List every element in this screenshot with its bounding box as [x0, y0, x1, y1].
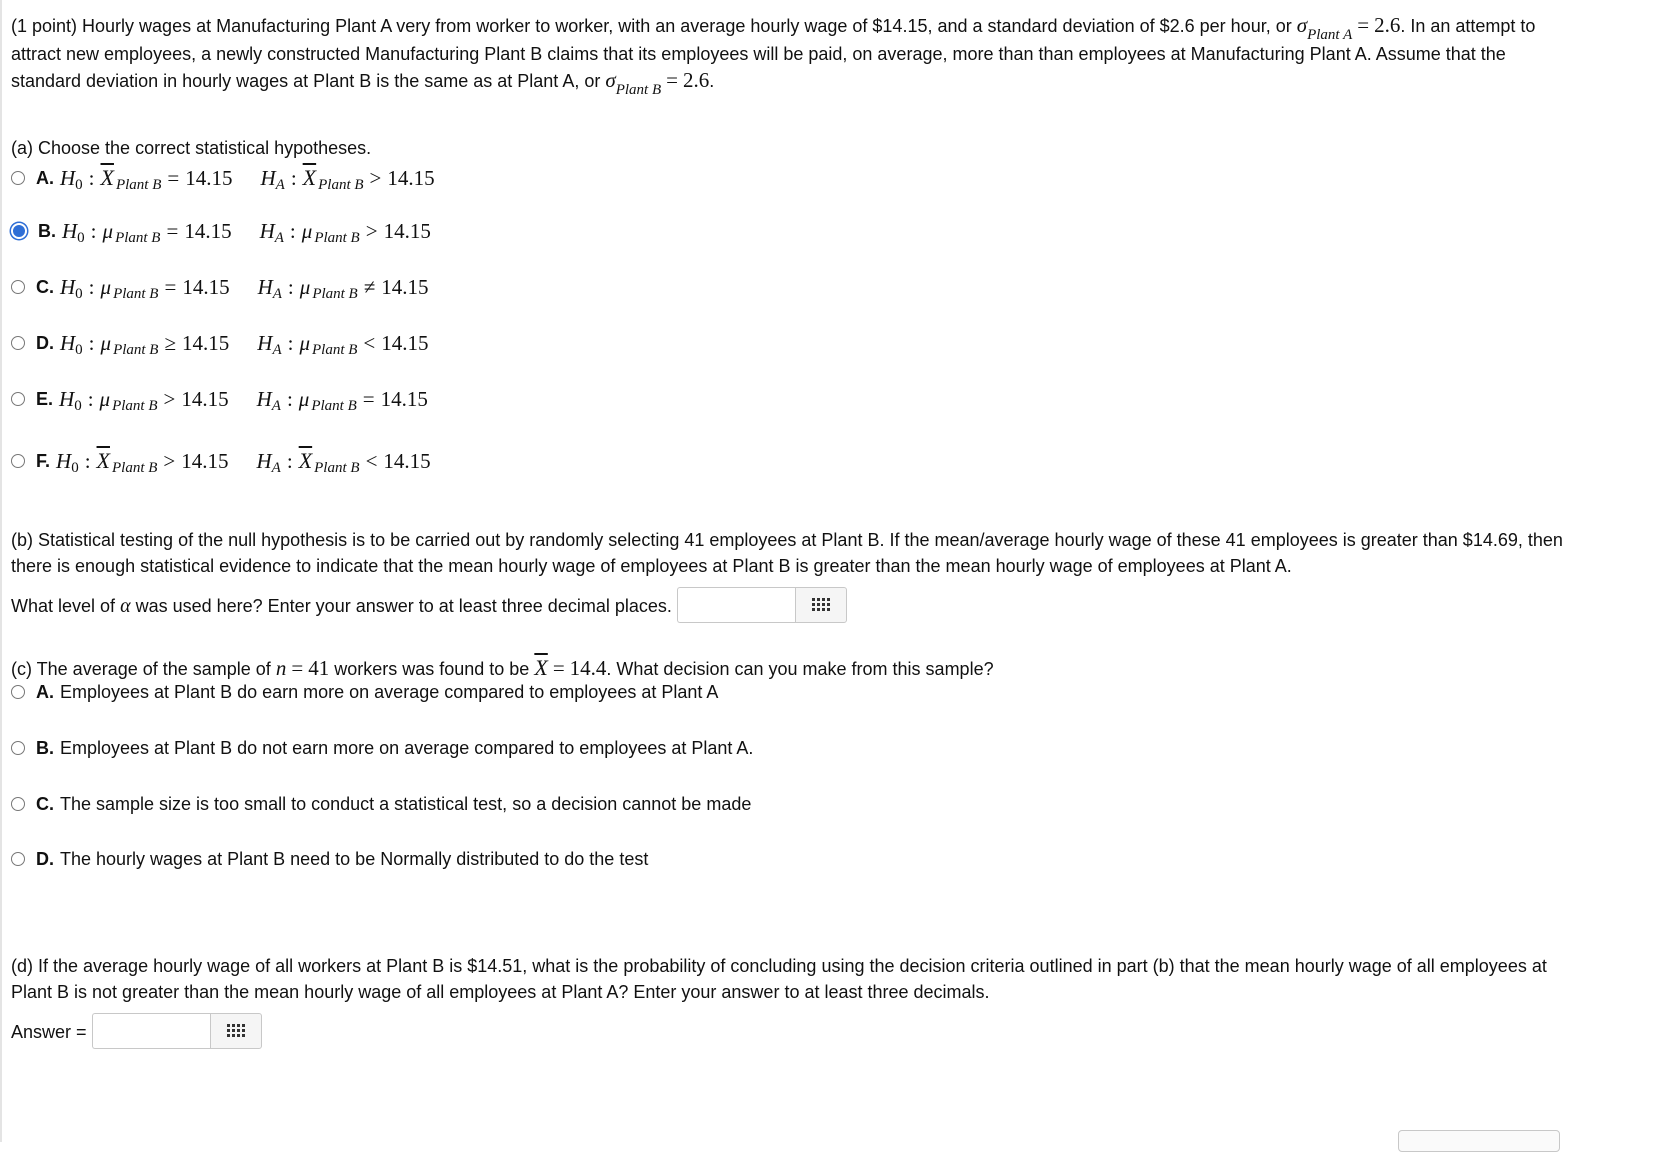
ha-relation: < [363, 331, 376, 355]
equals-sign: = [552, 656, 565, 680]
ha-relation: > [365, 219, 378, 243]
decision-option-1[interactable] [11, 677, 718, 707]
option-letter: E. [36, 389, 54, 409]
colon: : [88, 331, 95, 355]
radio-button[interactable] [11, 685, 25, 699]
option-letter: A. [36, 682, 54, 702]
option-letter: A. [36, 168, 54, 188]
xbar-value: 14.4 [569, 656, 607, 680]
probability-keypad-button[interactable] [210, 1013, 262, 1049]
plant-subscript: Plant B [312, 342, 358, 358]
ha-symbol: H [260, 166, 276, 190]
radio-button[interactable] [11, 280, 25, 294]
option-letter: C. [36, 277, 54, 297]
plant-subscript: Plant B [111, 460, 158, 476]
h0-subscript: 0 [75, 286, 83, 302]
option-letter: C. [36, 794, 54, 814]
h0-value: 14.15 [182, 275, 230, 299]
n-value: 41 [308, 656, 330, 680]
option-text: The sample size is too small to conduct a statistical test, so a decision cannot be made [60, 794, 752, 814]
hypothesis-option-6[interactable] [11, 446, 431, 476]
part-c-prompt-pre: (c) The average of the sample of [11, 659, 271, 679]
sigma-a-value: 2.6 [1374, 13, 1401, 37]
part-a-prompt: (a) Choose the correct statistical hypotheses. [11, 138, 372, 158]
radio-button[interactable] [11, 797, 25, 811]
ha-value: 14.15 [383, 219, 431, 243]
intro-continued: . In an attempt to [1400, 16, 1536, 36]
h0-value: 14.15 [181, 387, 229, 411]
h0-symbol: H [60, 166, 76, 190]
colon: : [290, 166, 297, 190]
radio-button[interactable] [11, 223, 27, 239]
radio-button[interactable] [11, 454, 25, 468]
part-d-line-2: Plant B is not greater than the mean hourly wage of all employees at Plant A? Enter your answer to at least three decimals. [11, 982, 990, 1002]
part-c-prompt-post: . What decision can you make from this sample? [606, 659, 994, 679]
ha-value: 14.15 [387, 166, 435, 190]
period: . [709, 71, 715, 91]
ha-subscript: A [272, 286, 282, 302]
ha-value: 14.15 [381, 331, 429, 355]
part-d [11, 953, 1547, 1051]
xbar-symbol: $\overline{X}$ [96, 448, 110, 473]
ha-symbol: H [257, 275, 273, 299]
alpha-answer-box [677, 587, 847, 623]
h0-relation: = [167, 166, 180, 190]
mu-symbol: μ [298, 387, 310, 411]
ha-relation: > [369, 166, 382, 190]
intro-text: (1 point) Hourly wages at Manufacturing Plant A very from worker to worker, with an average hourly wage of $14.15, and a standard deviation of $2.6 per hour, or [11, 16, 1292, 36]
ha-subscript: A [271, 398, 281, 414]
sigma-symbol: σ [1296, 13, 1308, 37]
h0-relation: > [163, 449, 176, 473]
plant-subscript: Plant B [311, 398, 357, 414]
ha-relation: < [365, 449, 378, 473]
keypad-icon [812, 598, 830, 612]
mu-symbol: μ [301, 219, 313, 243]
h0-relation: ≥ [164, 331, 177, 355]
ha-subscript: A [272, 342, 282, 358]
h0-subscript: 0 [77, 230, 85, 246]
decision-option-2[interactable] [11, 733, 753, 763]
option-letter: D. [36, 849, 54, 869]
ha-value: 14.15 [383, 449, 431, 473]
radio-button[interactable] [11, 336, 25, 350]
plant-subscript: Plant B [113, 286, 159, 302]
probability-answer-input[interactable] [92, 1013, 210, 1049]
sigma-b-subscript: Plant B [615, 82, 662, 98]
plant-subscript: Plant B [112, 398, 158, 414]
h0-symbol: H [60, 331, 76, 355]
ha-value: 14.15 [380, 387, 428, 411]
plant-subscript: Plant B [115, 177, 162, 193]
radio-button[interactable] [11, 392, 25, 406]
sigma-symbol: σ [605, 68, 616, 92]
mu-symbol: μ [99, 387, 111, 411]
option-letter: F. [36, 451, 51, 471]
colon: : [286, 449, 293, 473]
h0-symbol: H [62, 219, 78, 243]
mu-symbol: μ [299, 331, 310, 355]
hypothesis-option-1[interactable] [11, 163, 435, 193]
ha-relation: ≠ [363, 275, 376, 299]
equals-sign: = [291, 656, 304, 680]
hypothesis-option-2[interactable] [11, 216, 431, 246]
colon: : [287, 275, 294, 299]
part-b [11, 527, 1563, 625]
option-text: Employees at Plant B do not earn more on average compared to employees at Plant A. [60, 738, 754, 758]
plant-subscript: Plant B [115, 230, 161, 246]
sigma-a-subscript: Plant A [1307, 27, 1353, 43]
probability-answer-box [92, 1013, 262, 1049]
h0-subscript: 0 [75, 342, 83, 358]
plant-subscript: Plant B [314, 460, 360, 476]
ha-subscript: A [271, 460, 281, 476]
bottom-button-edge[interactable] [1398, 1130, 1560, 1152]
alpha-answer-input[interactable] [677, 587, 795, 623]
xbar-symbol: $\overline{X}$ [100, 165, 114, 190]
colon: : [88, 275, 95, 299]
hypothesis-option-5[interactable] [11, 384, 428, 414]
colon: : [87, 387, 94, 411]
ha-value: 14.15 [381, 275, 429, 299]
hypothesis-option-3[interactable] [11, 272, 429, 302]
h0-value: 14.15 [181, 449, 229, 473]
option-text: The hourly wages at Plant B need to be Normally distributed to do the test [60, 849, 649, 869]
ha-symbol: H [259, 219, 275, 243]
option-letter: B. [36, 738, 54, 758]
radio-button[interactable] [11, 741, 25, 755]
answer-label: Answer = [11, 1021, 87, 1042]
plant-subscript: Plant B [312, 286, 358, 302]
mu-symbol: μ [100, 275, 112, 299]
colon: : [289, 219, 296, 243]
mu-symbol: μ [299, 275, 311, 299]
h0-symbol: H [60, 275, 76, 299]
h0-relation: = [166, 219, 179, 243]
colon: : [88, 166, 95, 190]
decision-option-4[interactable] [11, 844, 648, 874]
plant-subscript: Plant B [314, 230, 360, 246]
h0-value: 14.15 [182, 331, 230, 355]
radio-button[interactable] [11, 852, 25, 866]
plant-subscript: Plant B [318, 177, 364, 193]
colon: : [84, 449, 91, 473]
mu-symbol: μ [100, 331, 112, 355]
part-d-line-1: (d) If the average hourly wage of all workers at Plant B is $14.51, what is the probability of concluding using the decision criteria outlined in part (b) that the mean hourly wage of all employees at [11, 956, 1547, 976]
colon: : [287, 331, 294, 355]
xbar-symbol: $\overline{X}$ [534, 655, 548, 680]
h0-symbol: H [59, 387, 75, 411]
ha-symbol: H [256, 387, 272, 411]
alpha-keypad-button[interactable] [795, 587, 847, 623]
alpha-symbol: α [120, 594, 131, 617]
h0-relation: > [163, 387, 176, 411]
ha-symbol: H [256, 449, 272, 473]
h0-subscript: 0 [74, 398, 82, 414]
intro-line-3: standard deviation in hourly wages at Plant B is the same as at Plant A, or [11, 71, 601, 91]
part-b-line-1: (b) Statistical testing of the null hypothesis is to be carried out by randomly selecting 41 employees at Plant B. If the mean/average hourly wage of these 41 employees is greater than $14.69, then [11, 530, 1563, 550]
h0-relation: = [164, 275, 177, 299]
h0-subscript: 0 [75, 177, 83, 193]
mu-symbol: μ [102, 219, 114, 243]
ha-relation: = [362, 387, 375, 411]
ha-subscript: A [274, 230, 284, 246]
part-b-question-pre: What level of [11, 595, 116, 616]
part-c-prompt-mid: workers was found to be [334, 659, 530, 679]
xbar-symbol: $\overline{X}$ [302, 165, 317, 190]
plant-subscript: Plant B [113, 342, 159, 358]
h0-symbol: H [56, 449, 72, 473]
n-symbol: n [275, 656, 287, 680]
option-text: Employees at Plant B do earn more on average compared to employees at Plant A [60, 682, 719, 702]
part-b-line-2: there is enough statistical evidence to indicate that the mean hourly wage of employees at Plant B is greater than the mean hourly wage of employees at Plant A. [11, 556, 1292, 576]
ha-symbol: H [257, 331, 273, 355]
xbar-symbol: $\overline{X}$ [298, 448, 313, 473]
sigma-b-value: 2.6 [683, 68, 710, 92]
colon: : [286, 387, 293, 411]
h0-value: 14.15 [185, 166, 233, 190]
radio-button[interactable] [11, 171, 25, 185]
option-letter: B. [38, 221, 56, 241]
part-b-question-post: was used here? Enter your answer to at least three decimal places. [135, 595, 672, 616]
option-letter: D. [36, 333, 54, 353]
colon: : [90, 219, 97, 243]
keypad-icon [227, 1024, 245, 1038]
equals-sign: = [1357, 13, 1370, 37]
equals-sign: = [666, 68, 678, 92]
decision-option-3[interactable] [11, 789, 751, 819]
problem-statement [11, 12, 1535, 96]
ha-subscript: A [275, 177, 285, 193]
hypothesis-option-4[interactable] [11, 328, 429, 358]
h0-subscript: 0 [71, 460, 79, 476]
intro-line-2: attract new employees, a newly constructed Manufacturing Plant B claims that its employees will be paid, on average, more than than employees at Manufacturing Plant A. Assume that the [11, 44, 1506, 64]
h0-value: 14.15 [184, 219, 232, 243]
left-border [0, 0, 2, 1142]
